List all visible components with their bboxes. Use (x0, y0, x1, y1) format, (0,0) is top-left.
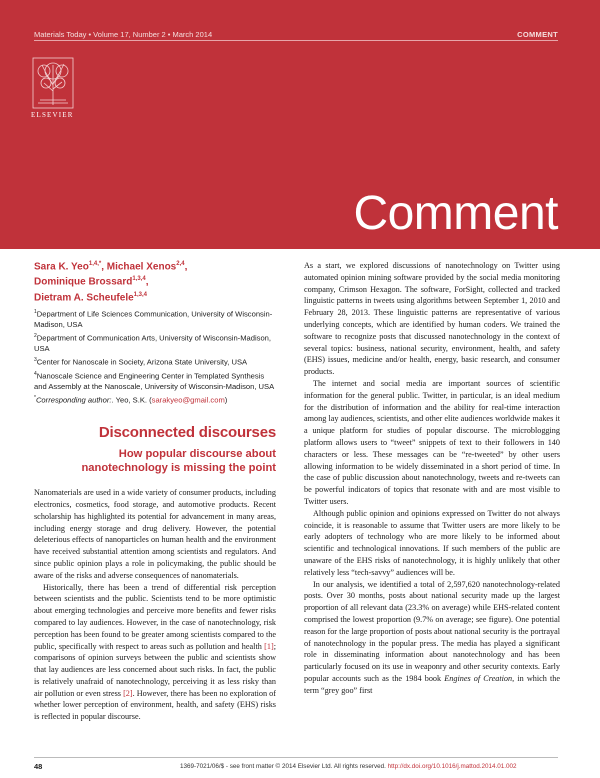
author-affiliation-marks: 1,3,4 (133, 291, 148, 298)
author-affiliation-marks: 1,4,* (88, 261, 102, 267)
email-link[interactable]: sarakyeo@gmail.com (151, 395, 225, 405)
publisher-wordmark: ELSEVIER (31, 111, 74, 119)
elsevier-tree-logo-icon (32, 57, 74, 109)
paragraph: Historically, there has been a trend of differential risk perception between scientists and the public. Scientists tend to be more optimistic about emerging technologies and perceive more benefits and fewer risks compared to lay audiences. However, in the case of nanotechnology, risk perception has been found to be greater among scientists compared to the public, specifically with respect to areas such as pollution and health [1]; comparisons of opinion surveys between the public and scientists show that lay audiences are less concerned about such risks. In fact, the public is relatively unafraid of nanotechnology, perceiving it as less risky than air pollution or even stress [2]. However, there has been no exploration of whether lower perception of environment, health, and safety (EHS) risks is reflected in popular discourse. (34, 582, 276, 722)
paragraph: In our analysis, we identified a total of 2,597,620 nanotechnology-related posts. Over 30 months, posts about national security made up the largest proportion of all relevant data (23.3% on average) while EHS-related content comprised the lowest proportion (9.7% on average; see figure). One potential reason for the large proportion of posts about national security is the portrayal of nanotechnology in the popular press. The media has played a significant role in disseminating information about nanotechnology and has been particularly focused on its use in weaponry and other security contexts. Early popular accounts such as the 1984 book Engines of Creation, in which the term “grey goo” first (304, 579, 560, 695)
paragraph: Nanomaterials are used in a wide variety of consumer products, including electronics, cosmetics, food storage, and automotive products. Recent scholarship has highlighted its potential for advancement in many areas, including energy storage and drug delivery. However, the potential deleterious effects of nanoparticles on human health and the environment have received substantial attention among scientists and regulators. And since public opinion plays a role in policymaking, the public should be aware of the risks and adverse consequences of nanomaterials. (34, 488, 276, 580)
header-rule (34, 40, 558, 41)
left-body-text (34, 487, 276, 723)
author-list (34, 258, 276, 304)
reference-link[interactable]: [1] (264, 641, 274, 651)
author-line (34, 289, 276, 304)
footer-rule (34, 757, 558, 758)
article-subheadline: How popular discourse about nanotechnology is missing the point (81, 448, 276, 475)
affiliation: $^1$Department of Life Sciences Communication, University of Wisconsin-Madison, USA (34, 308, 273, 330)
author-name: Dominique Brossard (34, 276, 133, 288)
affiliation: $^4$Nanoscale Science and Engineering Center in Templated Synthesis and Assembly at the Nanoscale, University of Wisconsin-Madison, USA (34, 370, 275, 391)
author-line: Sara K. Yeo$^{1,4,*}$, Michael Xenos$^{2,4}$, (34, 261, 188, 273)
left-column (34, 258, 276, 723)
author-line: Dominique Brossard$^{1,3,4}$, (34, 276, 149, 288)
corresponding-author: *Corresponding author:. Yeo, S.K. (sarakyeo@gmail.com) (34, 395, 228, 405)
doi-link[interactable]: http://dx.doi.org/10.1016/j.mattod.2014.01.002 (387, 763, 517, 770)
paragraph: Although public opinion and opinions expressed on Twitter do not always coincide, it is reasonable to assume that Twitter users are more likely to be early adopters of technology who are more likely to be informed about scientific and technological innovations. If such members of the public are unaware of the EHS risks of nanotechnology, it is highly unlikely that other relatively less “tech-savvy” audiences will be. (304, 508, 560, 577)
footer-copyright: 1369-7021/06/$ - see front matter © 2014 Elsevier Ltd. All rights reserved. http://dx.doi.org/10.1016/j.mattod.2014.01.002 (180, 763, 517, 770)
article-headline: Disconnected discourses (98, 424, 276, 442)
section-title: Comment (353, 187, 558, 240)
paragraph: As a start, we explored discussions of nanotechnology on Twitter using automated opinion mining software provided by the social media monitoring company, Crimson Hexagon. The software, ForSight, collected and tracked linguistic patterns in tweets using algorithms between September 1, 2010 and February 28, 2013. These linguistic patterns are representative of various underlying concepts, which are identified by human coders. We trained the software to recognize posts that discussed nanotechnology in the context of several topics: business, national security, environment, health, and safety (EHS) issues, medicine and/or health, energy, basic research, and consumer products. (304, 261, 560, 377)
right-column (304, 260, 560, 696)
page-number: 48 (34, 762, 43, 771)
section-label: COMMENT (517, 30, 558, 39)
author-affiliation-marks: 1,3,4 (132, 276, 146, 283)
author-affiliation-marks: 2,4 (176, 261, 185, 267)
journal-line: Materials Today • Volume 17, Number 2 • March 2014 (34, 30, 213, 39)
affiliation: $^2$Department of Communication Arts, University of Wisconsin-Madison, USA (34, 333, 272, 354)
paragraph: The internet and social media are important sources of scientific information for the general public. Twitter, in particular, is an ideal medium for the distribution of information and the ability for real-time interaction among lay audiences, scientists, and other elite audiences worldwide makes it a unique platform for studies of popular discourse. The microblogging platform allows users to “tweet” snippets of text to their followers in 140 characters or less. These messages can be “re-tweeted” by other users allowing information to be widely disseminated in a short period of time. In the case of public discussion about nanotechnology, tweets and re-tweets can be powerful indicators of topics that resonate with and are most visible to Twitter users. (304, 378, 560, 506)
header-banner (0, 0, 600, 249)
author-name: Sara K. Yeo (34, 261, 89, 273)
affiliation: $^3$Center for Nanoscale in Society, Arizona State University, USA (34, 357, 248, 367)
affiliations (34, 307, 276, 392)
author-name: Michael Xenos (106, 261, 177, 273)
reference-link[interactable]: [2] (123, 688, 133, 698)
author-name: Dietram A. Scheufele (34, 291, 134, 303)
